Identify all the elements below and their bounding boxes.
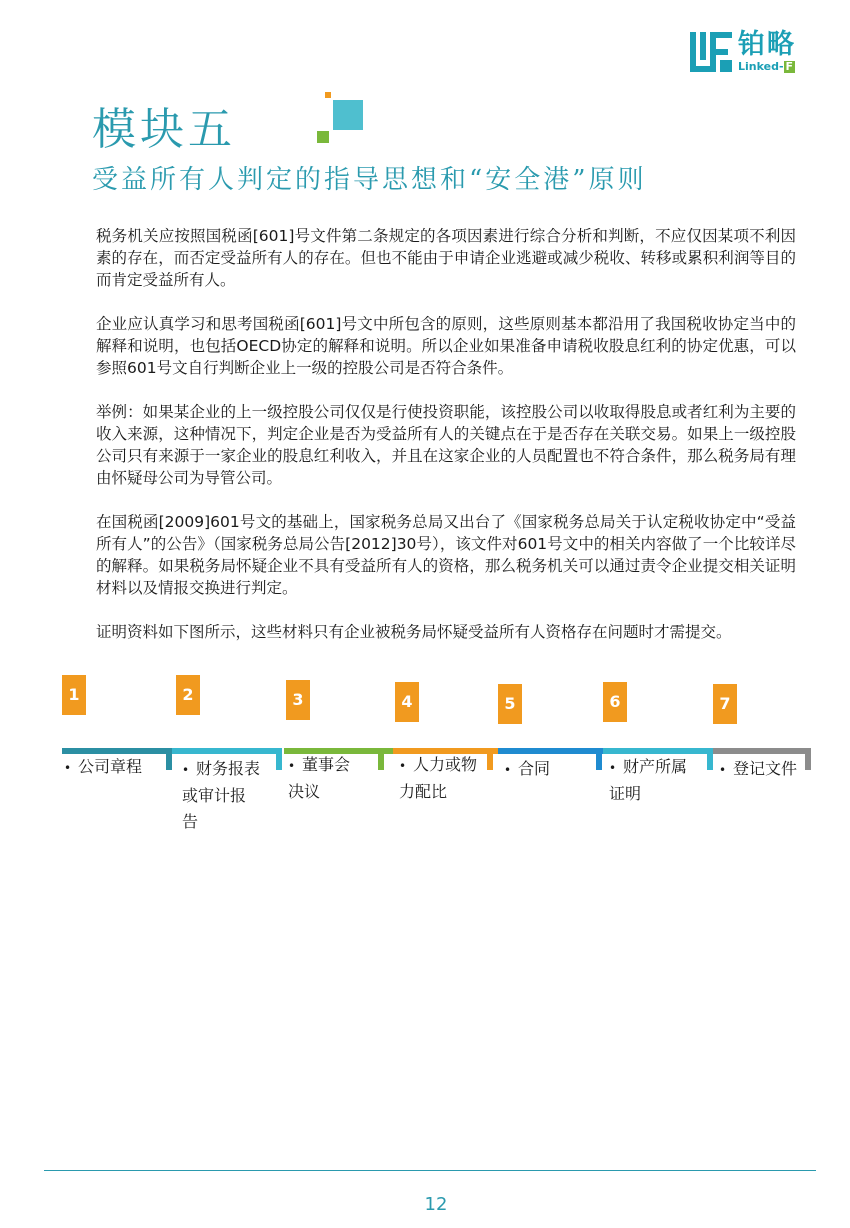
step-number: 4 (395, 682, 419, 722)
body-text (96, 225, 796, 665)
step-label: • 财产所属证明 (609, 757, 688, 803)
step-bar (172, 748, 282, 754)
step-number: 6 (603, 682, 627, 722)
step-bar-tip (596, 748, 602, 770)
paragraph: 在国税函[2009]601号文的基础上，国家税务总局又出台了《国家税务总局关于认定税收协定中“受益所有人”的公告》（国家税务总局公告[2012]30号），该文件对601号文中的相关内容做了一个比较详尽的解释。如果税务局怀疑企业不具有受益所有人的资格，那么税务机关可以通过责令企业提交相关证明材料以及情报交换进行判定。 (96, 513, 796, 597)
step-label: • 董事会决议 (288, 755, 351, 801)
step-bar-tip (378, 748, 384, 770)
step-number: 5 (498, 684, 522, 724)
evidence-steps (58, 670, 828, 850)
page-number: 12 (424, 1194, 448, 1215)
paragraph: 税务机关应按照国税函[601]号文件第二条规定的各项因素进行综合分析和判断，不应仅因某项不利因素的存在，而否定受益所有人的存在。但也不能由于申请企业逃避或减少税收、转移或累积利润等目的而肯定受益所有人。 (96, 227, 796, 289)
step-label: • 公司章程 (64, 757, 143, 776)
step-label: • 登记文件 (719, 759, 798, 778)
deco-square-teal (333, 100, 363, 130)
page-title: 模块五 (92, 104, 236, 155)
paragraph: 企业应认真学习和思考国税函[601]号文中所包含的原则，这些原则基本都沿用了我国税收协定当中的解释和说明，也包括OECD协定的解释和说明。所以企业如果准备申请税收股息红利的协定优惠，可以参照601号文自行判断企业上一级的控股公司是否符合条件。 (96, 315, 796, 377)
step-bar-tip (487, 748, 493, 770)
brand-logo (690, 30, 820, 74)
step-number: 3 (286, 680, 310, 720)
brand-name-en: Linked- F (738, 60, 794, 73)
step-label: • 合同 (504, 759, 551, 778)
deco-square-green (317, 131, 329, 143)
brand-name-cn: 铂略 (738, 29, 796, 60)
footer-divider (44, 1170, 816, 1171)
step-label: • 人力或物力配比 (399, 755, 478, 801)
deco-square-small-orange (325, 92, 331, 98)
step-bar-tip (276, 748, 282, 770)
step-bar (498, 748, 608, 754)
step-label: • 财务报表或审计报告 (182, 759, 261, 831)
step-number: 2 (176, 675, 200, 715)
step-number: 7 (713, 684, 737, 724)
step-number: 1 (62, 675, 86, 715)
paragraph: 举例：如果某企业的上一级控股公司仅仅是行使投资职能，该控股公司以收取得股息或者红利为主要的收入来源，这种情况下，判定企业是否为受益所有人的关键点在于是否存在关联交易。如果上一级控股公司只有来源于一家企业的股息红利收入，并且在这家企业的人员配置也不符合条件，那么税务局有理由怀疑母公司为导管公司。 (96, 403, 796, 487)
page-subtitle: 受益所有人判定的指导思想和“安全港”原则 (92, 165, 647, 195)
step-bar (713, 748, 809, 754)
paragraph: 证明资料如下图所示，这些材料只有企业被税务局怀疑受益所有人资格存在问题时才需提交。 (96, 623, 732, 641)
linked-f-logo-icon (690, 32, 732, 72)
